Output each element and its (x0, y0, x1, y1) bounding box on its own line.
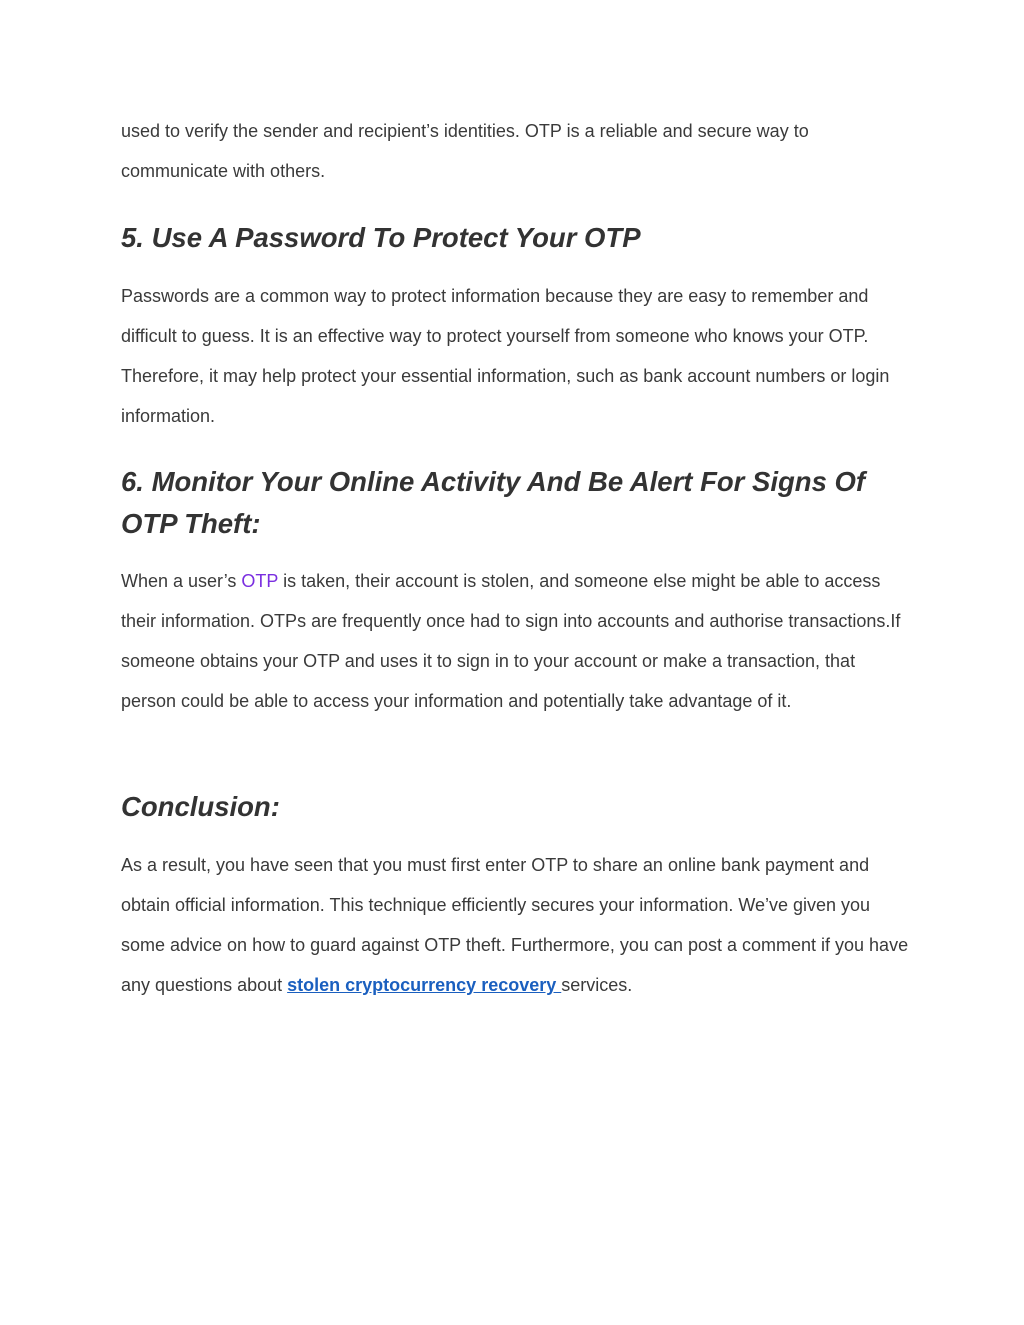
conclusion-text-after-link: services. (561, 975, 633, 995)
section-5-heading: 5. Use A Password To Protect Your OTP (121, 222, 641, 253)
conclusion-text-before-link: As a result, you have seen that you must first enter OTP to share an online bank payment and obtain official information. This technique efficiently secures your information. We’ve given you some advice on how to guard against OTP theft. Furthermore, you can post a comment if you have any questions about (121, 855, 909, 995)
section-6-heading: 6. Monitor Your Online Activity And Be Alert For Signs Of OTP Theft: (121, 466, 866, 539)
stolen-cryptocurrency-recovery-link[interactable]: stolen cryptocurrency recovery (287, 975, 562, 995)
conclusion-paragraph (121, 845, 911, 1005)
section-5-paragraph: Passwords are a common way to protect information because they are easy to remember and difficult to guess. It is an effective way to protect yourself from someone who knows your OTP. Therefore, it may help protect your essential information, such as bank account numbers or login information. (121, 286, 890, 426)
otp-link[interactable]: OTP (241, 571, 279, 591)
conclusion-heading: Conclusion: (121, 791, 280, 822)
section-6-text-before-link: When a user’s (121, 571, 242, 591)
section-6-paragraph (121, 561, 911, 721)
intro-paragraph: used to verify the sender and recipient’s identities. OTP is a reliable and secure way to communicate with others. (121, 121, 809, 181)
section-6-text-after-link: is taken, their account is stolen, and someone else might be able to access their information. OTPs are frequently once had to sign into accounts and authorise transactions.If someone obtains your OTP and uses it to sign in to your account or make a transaction, that person could be able to access your information and potentially take advantage of it. (121, 571, 901, 711)
